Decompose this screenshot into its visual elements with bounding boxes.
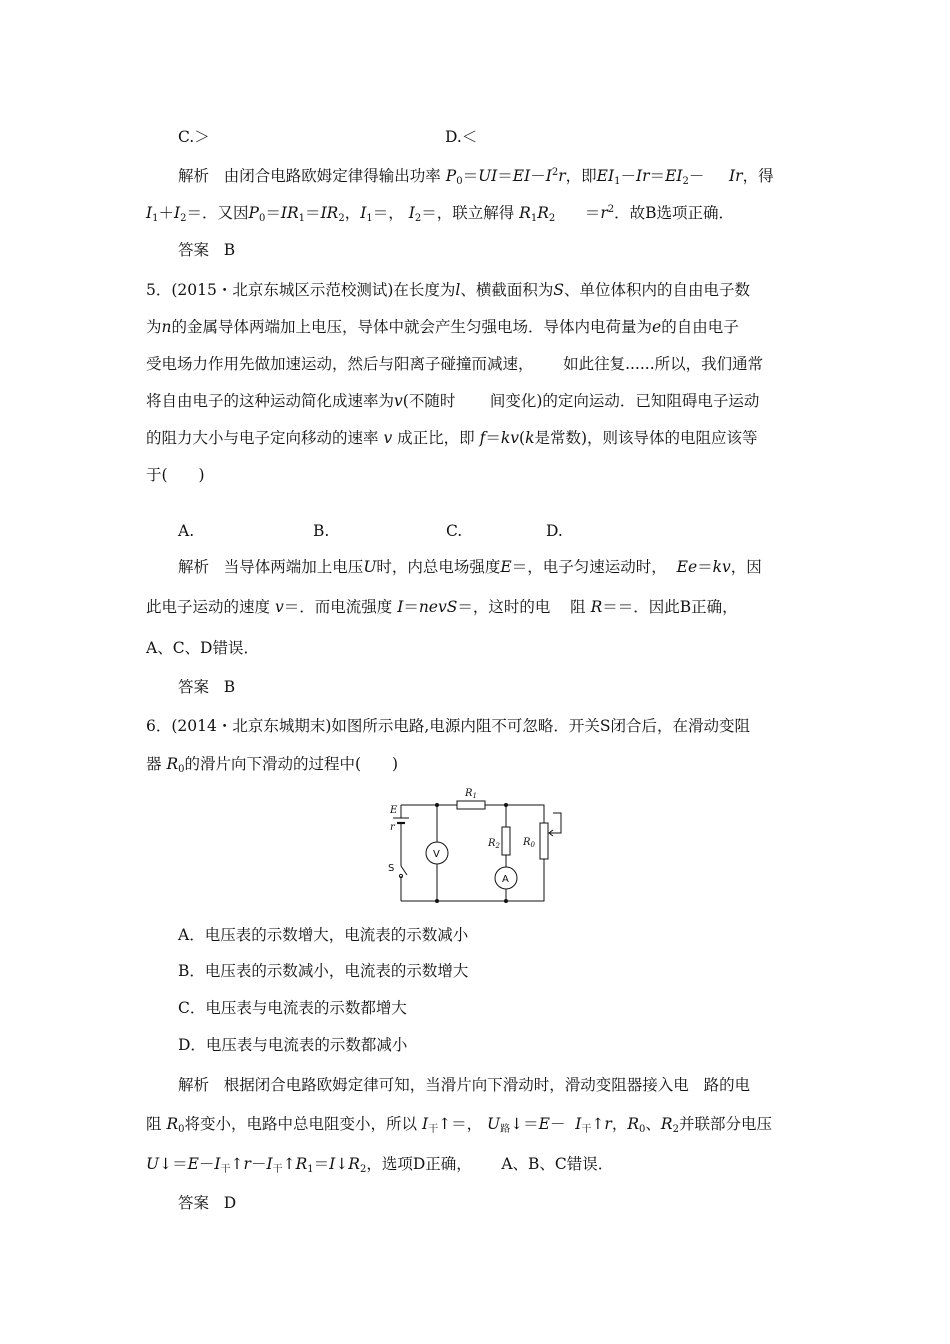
q5-solution-line-3: A、C、D错误．: [146, 639, 259, 657]
q5-text: 的自由电子: [661, 318, 739, 336]
q5-text: 5．(2015・北京东城区示范校测试)在长度为: [146, 281, 456, 299]
r0-rheostat: [540, 823, 548, 859]
q4-jiexi-text: ．故B选项正确．: [614, 204, 735, 222]
label-r: r: [390, 822, 395, 833]
q5-answer-value: B: [223, 678, 236, 696]
q4-jiexi-label: 解析: [178, 167, 210, 185]
q5-text: 的金属导体两端加上电压，导体中就会产生匀强电场．导体内电荷量为: [171, 318, 653, 336]
q6-solution-line-1: [178, 1075, 750, 1095]
q6-text: 的滑片向下滑动的过程中( ): [184, 755, 399, 773]
q5-stem-line-5: 的阻力大小与电子定向移动的速率 v 成正比，即 f＝kv(k是常数)，则该导体的电阻应该等: [146, 429, 758, 447]
q5-choice-a: A.: [178, 522, 195, 540]
q5-text: ，这时的电: [472, 598, 551, 616]
q5-text: 时，内总电场强度: [376, 558, 501, 576]
label-s: S: [388, 863, 395, 874]
q6-text: 根据闭合电路欧姆定律可知，当滑片向下滑动时，滑动变阻器接入电: [223, 1076, 689, 1094]
q4-choice-c: C.＞: [178, 128, 210, 146]
q4-jiexi-text: ．又因: [202, 204, 249, 222]
q6-text: ，: [466, 1115, 483, 1133]
q5-text: (不随时: [402, 392, 456, 410]
q5-text: 此电子运动的速度: [146, 598, 271, 616]
q6-choice-a: A．电压表的示数增大，电流表的示数减小: [178, 926, 469, 944]
q6-answer-value: D: [223, 1194, 237, 1212]
q5-text: 为: [146, 318, 162, 336]
r2-resistor: [502, 827, 510, 855]
q5-jiexi-label: 解析: [178, 558, 210, 576]
r0-slider: [544, 805, 561, 833]
circuit-diagram: [385, 783, 565, 905]
q5-text: 间变化)的定向运动．已知阻碍电子运动: [489, 392, 760, 410]
q6-answer: [178, 1193, 236, 1213]
q5-text: 当导体两端加上电压: [223, 558, 364, 576]
q5-answer: [178, 677, 235, 697]
q4-choice-d: D.＜: [445, 128, 478, 146]
q5-stem-line-3: [146, 354, 763, 374]
q5-text: 、横截面积为: [460, 281, 554, 299]
q6-text: 器: [146, 755, 162, 773]
q4-answer-label: 答案: [178, 241, 210, 259]
label-voltmeter: V: [433, 849, 440, 860]
q5-choice-b: B.: [313, 522, 330, 540]
q6-answer-label: 答案: [178, 1194, 210, 1212]
label-r2: $R_2$: [488, 838, 500, 850]
q5-text: 阻: [570, 598, 586, 616]
q6-text: 将变小，电路中总电阻变小，所以: [184, 1115, 418, 1133]
q4-jiexi-text: ，即: [565, 167, 597, 185]
q6-text: 阻: [146, 1115, 162, 1133]
q5-stem-line-2: 为n的金属导体两端加上电压，导体中就会产生匀强电场．导体内电荷量为e的自由电子: [146, 318, 739, 336]
q5-text: ，电子匀速运动时，: [527, 558, 667, 576]
q5-stem-line-1: 5．(2015・北京东城区示范校测试)在长度为l、横截面积为S、单位体积内的自由电子数: [146, 281, 751, 299]
q4-solution-line-2: $I_1+I_2=$．又因$P_0=IR_1=IR_2$，$I_1=$， $I_2=$，联立解得 $R_1R_2$ $=r^2$．故B选项正确．: [146, 204, 735, 224]
q5-text: ，因: [730, 558, 762, 576]
q6-text: A、B、C错误．: [501, 1155, 614, 1173]
q6-text: ，: [611, 1115, 628, 1133]
q6-stem-line-2: 器 $R_0$的滑片向下滑动的过程中( ): [146, 755, 399, 775]
label-r1: $R_1$: [465, 788, 477, 800]
q6-text: 并联部分电压: [678, 1115, 772, 1133]
q6-text: 路的电: [703, 1076, 751, 1094]
q5-choice-d: D.: [546, 522, 563, 540]
q5-answer-label: 答案: [178, 678, 210, 696]
q6-stem-line-1: 6．(2014・北京东城期末)如图所示电路,电源内阻不可忽略．开关S闭合后，在滑动变阻: [146, 717, 750, 735]
q5-text: ．而电流强度: [299, 598, 393, 616]
junction-dot: [435, 899, 439, 903]
q5-text: 如此往复......所以，我们通常: [563, 355, 764, 373]
q6-solution-line-3: $U↓=E-I_干↑r-I_干↑R_1=I↓R_2$，选项D正确， A、B、C错误．: [146, 1155, 614, 1175]
q5-stem-line-6: 于( ): [146, 466, 205, 484]
q5-solution-line-2: 此电子运动的速度 v＝．而电流强度 I＝nevS＝，这时的电 阻 R＝＝．因此B正确，: [146, 598, 738, 616]
q4-jiexi-text: 由闭合电路欧姆定律得输出功率: [223, 167, 441, 185]
q5-text: 、单位体积内的自由电子数: [564, 281, 751, 299]
junction-dot: [504, 899, 508, 903]
label-r0: $R_0$: [523, 837, 535, 849]
q4-answer-value: B: [223, 241, 236, 259]
q5-text: 成正比，即: [397, 429, 475, 447]
q4-solution-line-1: 解析 由闭合电路欧姆定律得输出功率 $P_0=UI=EI-I^2r$，即$EI_1-Ir=EI_2-$ Ir，得: [178, 167, 774, 187]
q5-text: 将自由电子的这种运动简化成速率为: [146, 392, 395, 410]
junction-dot: [504, 803, 508, 807]
q6-choice-c: C．电压表与电流表的示数都增大: [178, 999, 407, 1017]
q5-text: 是常数)，则该导体的电阻应该等: [534, 429, 758, 447]
q4-jiexi-text: ，得: [742, 167, 774, 185]
q5-text: 受电场力作用先做加速运动，然后与阳离子碰撞而减速，: [146, 355, 534, 373]
label-ammeter: A: [502, 874, 509, 885]
label-e: E: [390, 805, 398, 816]
q5-solution-line-1: 解析 当导体两端加上电压U时，内总电场强度E＝，电子匀速运动时， Ee＝kv，因: [178, 558, 762, 576]
q6-choice-d: D．电压表与电流表的示数都减小: [178, 1036, 408, 1054]
q5-text: (: [519, 429, 526, 447]
q5-text: 的阻力大小与电子定向移动的速率: [146, 429, 379, 447]
q5-choice-c: C.: [446, 522, 463, 540]
wire-top-right: [485, 805, 544, 823]
q6-choice-b: B．电压表的示数减小，电流表的示数增大: [178, 962, 469, 980]
q5-stem-line-4: 将自由电子的这种运动简化成速率为v(不随时 间变化)的定向运动．已知阻碍电子运动: [146, 392, 760, 410]
q6-solution-line-2: 阻 $R_0$将变小，电路中总电阻变小，所以 $I_干↑=$， $U_路↓=E-$ $I_干↑r$，$R_0$、$R_2$并联部分电压: [146, 1115, 772, 1135]
q4-answer: [178, 240, 235, 260]
q5-text: ．因此B正确，: [633, 598, 738, 616]
junction-dot: [435, 803, 439, 807]
circuit-svg: [385, 783, 565, 905]
q4-jiexi-text: ，联立解得: [436, 204, 515, 222]
q6-jiexi-label: 解析: [178, 1076, 210, 1094]
r1-resistor: [457, 801, 485, 809]
switch-blade: [401, 866, 407, 875]
q6-text: ，选项D正确，: [366, 1155, 472, 1173]
wire-bottom: [401, 859, 544, 901]
q6-text: 、: [645, 1115, 661, 1133]
